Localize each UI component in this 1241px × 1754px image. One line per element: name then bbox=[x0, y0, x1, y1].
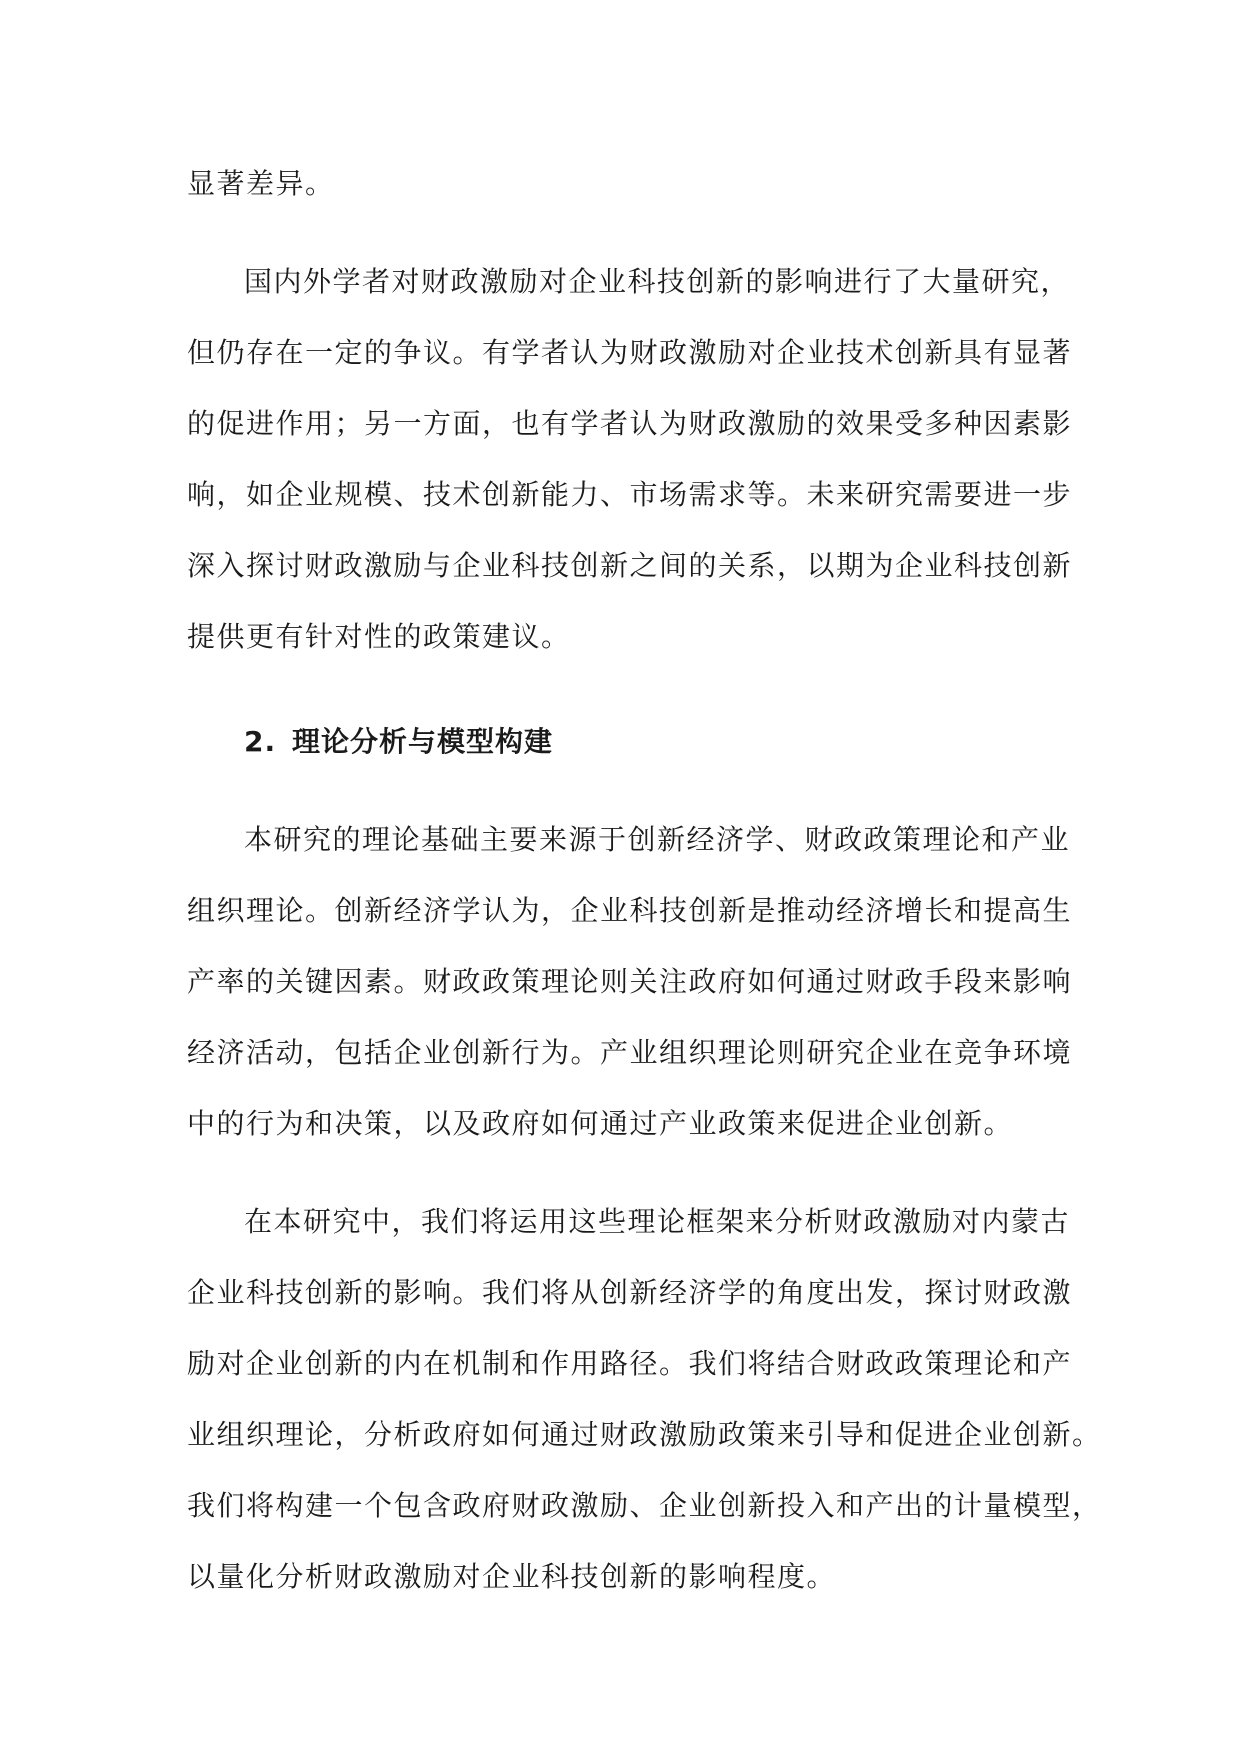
paragraph-research-approach bbox=[187, 1186, 1102, 1612]
section-heading bbox=[187, 706, 1049, 777]
paragraph-line: 国内外学者对财政激励对企业科技创新的影响进行了大量研究， bbox=[244, 265, 1071, 298]
paragraph-line: 深入探讨财政激励与企业科技创新之间的关系，以期为企业科技创新 bbox=[187, 549, 1073, 582]
paragraph-line: 以量化分析财政激励对企业科技创新的影响程度。 bbox=[187, 1560, 837, 1593]
paragraph-line: 产率的关键因素。财政政策理论则关注政府如何通过财政手段来影响 bbox=[187, 965, 1073, 998]
paragraph-research-review bbox=[187, 246, 1073, 672]
paragraph-line: 的促进作用；另一方面，也有学者认为财政激励的效果受多种因素影 bbox=[187, 407, 1073, 440]
section-title: 理论分析与模型构建 bbox=[292, 725, 554, 758]
paragraph-line: 显著差异。 bbox=[187, 167, 335, 200]
paragraph-line: 企业科技创新的影响。我们将从创新经济学的角度出发，探讨财政激 bbox=[187, 1276, 1073, 1309]
paragraph-line: 我们将构建一个包含政府财政激励、企业创新投入和产出的计量模型， bbox=[187, 1489, 1102, 1522]
document-body bbox=[187, 148, 1102, 1612]
paragraph-line: 中的行为和决策，以及政府如何通过产业政策来促进企业创新。 bbox=[187, 1107, 1014, 1140]
section-number: 2. bbox=[244, 725, 277, 758]
paragraph-line: 响，如企业规模、技术创新能力、市场需求等。未来研究需要进一步 bbox=[187, 478, 1073, 511]
paragraph-line: 本研究的理论基础主要来源于创新经济学、财政政策理论和产业 bbox=[244, 823, 1071, 856]
paragraph-theory-basis bbox=[187, 804, 1073, 1159]
paragraph-line: 励对企业创新的内在机制和作用路径。我们将结合财政政策理论和产 bbox=[187, 1347, 1073, 1380]
paragraph-line: 组织理论。创新经济学认为，企业科技创新是推动经济增长和提高生 bbox=[187, 894, 1073, 927]
paragraph-line: 提供更有针对性的政策建议。 bbox=[187, 620, 571, 653]
paragraph-line: 在本研究中，我们将运用这些理论框架来分析财政激励对内蒙古 bbox=[244, 1205, 1071, 1238]
paragraph-line: 业组织理论，分析政府如何通过财政激励政策来引导和促进企业创新。 bbox=[187, 1418, 1102, 1451]
continuation-paragraph bbox=[187, 148, 1049, 219]
paragraph-line: 经济活动，包括企业创新行为。产业组织理论则研究企业在竞争环境 bbox=[187, 1036, 1073, 1069]
paragraph-line: 但仍存在一定的争议。有学者认为财政激励对企业技术创新具有显著 bbox=[187, 336, 1073, 369]
